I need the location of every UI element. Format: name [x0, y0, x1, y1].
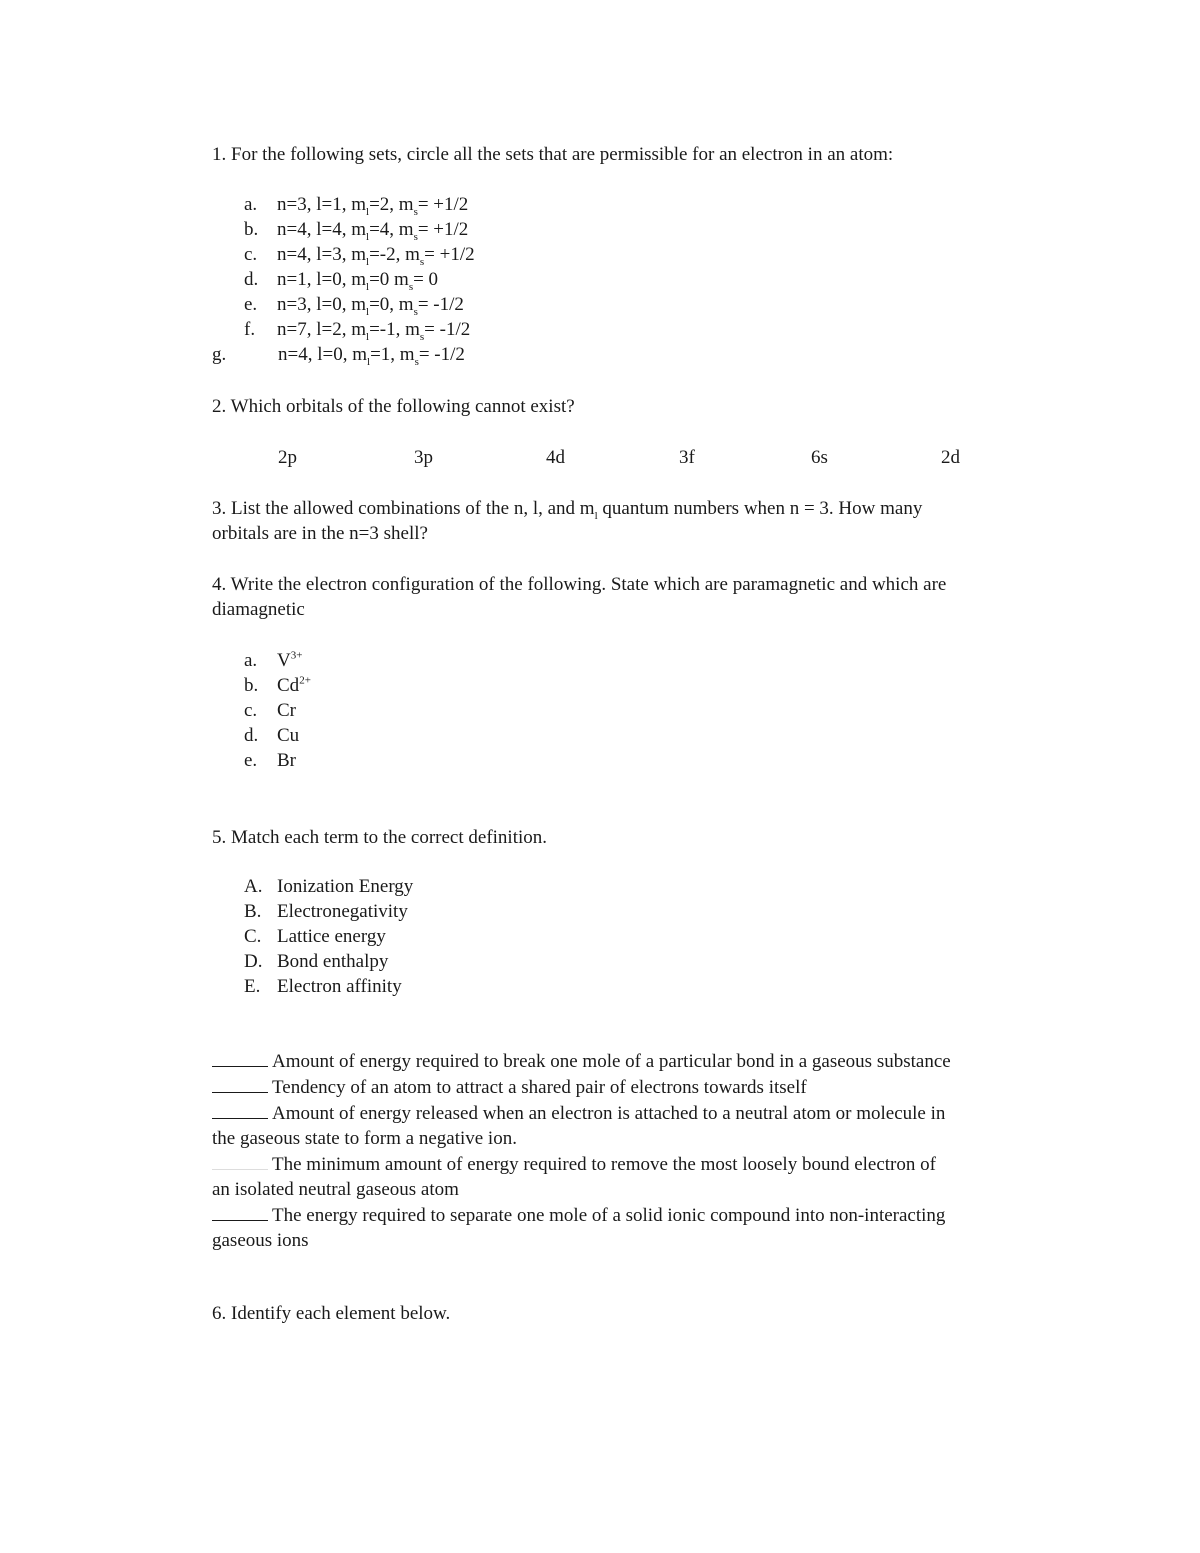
question-4-prompt: 4. Write the electron configuration of the following. State which are paramagnetic and which are diamagnetic	[212, 574, 947, 620]
orbital-option: 3f	[679, 447, 695, 468]
definition-item: Amount of energy required to break one mole of a particular bond in a gaseous substance	[212, 1048, 1092, 1074]
orbital-option: 2p	[278, 447, 297, 468]
list-item: f. n=7, l=2, $m_l=-1$, $m_s= -1/2$	[244, 319, 471, 343]
definition-item: The energy required to separate one mole of a solid ionic compound into non-interacting	[212, 1202, 1092, 1228]
list-item: C. Lattice energy	[244, 926, 386, 947]
answer-blank[interactable]	[212, 1151, 268, 1170]
list-item: d. n=1, l=0, $m_l=0$ $m_s= 0$	[244, 269, 439, 293]
list-item: E. Electron affinity	[244, 976, 402, 997]
list-item: b. $Cd^{2+}$	[244, 674, 311, 696]
question-4-list	[244, 648, 544, 773]
list-item: d. Cu	[244, 725, 300, 746]
question-1-list	[244, 192, 644, 342]
question-5-prompt: 5. Match each term to the correct definition.	[212, 827, 548, 848]
answer-blank[interactable]	[212, 1074, 268, 1093]
question-6-prompt: 6. Identify each element below.	[212, 1303, 451, 1324]
orbital-option: 2d	[941, 447, 960, 468]
orbital-option: 4d	[546, 447, 565, 468]
list-item: b. n=4, l=4, $m_l=4$, $m_s= +1/2$	[244, 219, 469, 243]
list-item: B. Electronegativity	[244, 901, 408, 922]
list-item: D. Bond enthalpy	[244, 951, 389, 972]
answer-blank[interactable]	[212, 1202, 268, 1221]
list-item: e. Br	[244, 750, 296, 771]
list-item: a. n=3, l=1, $m_l=2$, $m_s= +1/2$	[244, 194, 469, 218]
list-item: A. Ionization Energy	[244, 876, 414, 897]
list-item: g. n=4, l=0, $m_l=1$, $m_s= -1/2$	[212, 344, 465, 368]
definition-list: Amount of energy required to break one mole of a particular bond in a gaseous substance Tendency of an atom to attract a shared pair of electrons towards itself Amount of energy released when an electron is attached to a neutral atom or molecule in the gaseous state to form a negative ion. The minimum amount of energy required to remove the most loosely bound electron of an isolated neutral gaseous atom The energy required to separate one mole of a solid ionic compound into non-interacting gaseous ions	[212, 1048, 1092, 1253]
orbital-option: 3p	[414, 447, 433, 468]
list-item: c. n=4, l=3, $m_l=-2$, $m_s= +1/2$	[244, 244, 475, 268]
definition-item: The minimum amount of energy required to remove the most loosely bound electron of	[212, 1151, 1092, 1177]
orbital-option: 6s	[811, 447, 828, 468]
answer-blank[interactable]	[212, 1048, 268, 1067]
list-item: e. n=3, l=0, $m_l=0$, $m_s= -1/2$	[244, 294, 464, 318]
term-list	[244, 874, 644, 999]
orbital-options	[212, 445, 1072, 470]
definition-item: Tendency of an atom to attract a shared pair of electrons towards itself	[212, 1074, 1092, 1100]
question-1-prompt: 1. For the following sets, circle all the sets that are permissible for an electron in an atom:	[212, 144, 894, 165]
list-item: c. Cr	[244, 700, 296, 721]
question-3-prompt: 3. List the allowed combinations of the n, l, and $m_l$ quantum numbers when n = 3. How many orbitals are in the n=3 shell?	[212, 498, 923, 544]
answer-blank[interactable]	[212, 1100, 268, 1119]
question-2-prompt: 2. Which orbitals of the following cannot exist?	[212, 396, 575, 417]
definition-item: Amount of energy released when an electron is attached to a neutral atom or molecule in	[212, 1100, 1092, 1126]
list-item: a. $V^{3+}$	[244, 649, 303, 671]
